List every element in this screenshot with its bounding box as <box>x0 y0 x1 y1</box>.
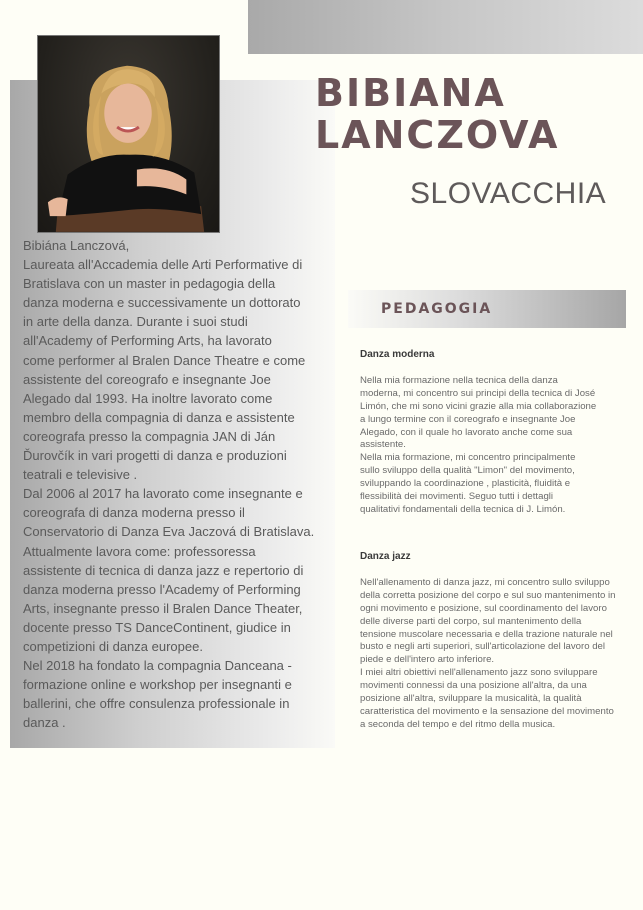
bio-line: Dal 2006 al 2017 ha lavorato come insegnante e <box>23 486 303 502</box>
name-line-first: BIBIANA <box>315 71 506 115</box>
bio-line: Alegado dal 1993. Ha inoltre lavorato come <box>23 390 273 406</box>
bio-line: Attualmente lavora come: professoressa <box>23 543 256 559</box>
text-line: delle diverse parti del corpo, sul mantenimento della <box>360 615 582 627</box>
person-name <box>315 72 559 156</box>
text-line: a seconda del tempo e del ritmo della musica. <box>360 718 556 730</box>
bio-line: assistente del coreografo e insegnante Joe <box>23 371 271 387</box>
text-line: movimenti connessi da una posizione all'altra, da una <box>360 680 587 692</box>
bio-text <box>23 236 333 732</box>
bio-line: coreografa di danza moderna presso il <box>23 505 245 521</box>
bio-line: in arte della danza. Durante i suoi studi <box>23 314 248 330</box>
text-line: busto e negli arti superiori, sull'articolazione del lavoro del <box>360 641 606 653</box>
text-line: Nella mia formazione nella tecnica della danza <box>360 375 558 386</box>
bio-line: coreografa presso la compagnia JAN di Ján <box>23 428 276 444</box>
country-label: SLOVACCHIA <box>410 177 607 210</box>
bio-line: Ďurovčík in vari progetti di danza e produzioni <box>23 448 287 464</box>
bio-line: membro della compagnia di danza e assistente <box>23 409 295 425</box>
text-line: moderna, mi concentro sui principi della tecnica di José <box>360 387 596 399</box>
subsection-heading-jazz: Danza jazz <box>360 551 411 562</box>
text-line: ogni movimento e posizione, sul coordinamento del lavoro <box>360 602 607 614</box>
bio-line: Bibiána Lanczová, <box>23 238 130 253</box>
text-line: I miei altri obiettivi nell'allenamento jazz sono sviluppare <box>360 667 598 679</box>
bio-line: all'Academy of Performing Arts, ha lavorato <box>23 333 272 349</box>
portrait-photo <box>37 35 220 233</box>
text-line: Limón, che mi sono vicini grazie alla mia collaborazione <box>360 400 597 412</box>
subsection-text-modern <box>360 375 640 517</box>
bio-line: come performer al Bralen Dance Theatre e come <box>23 352 306 368</box>
pedagogy-section-header <box>348 290 626 328</box>
text-line: qualitativi fondamentali della tecnica di J. Limón. <box>360 503 566 515</box>
name-line-last: LANCZOVA <box>315 113 560 157</box>
text-line: flessibilità dei movimenti. Seguo tutti i dettagli <box>360 491 554 503</box>
bio-line: ballerini, che offre consulenza professionale in <box>23 696 290 712</box>
bio-line: Laureata all'Accademia delle Arti Performative di <box>23 257 303 273</box>
top-decorative-bar <box>248 0 643 54</box>
text-line: sviluppando la coordinazione , plasticità, fluidità e <box>360 478 571 490</box>
text-line: assistente. <box>360 439 406 451</box>
bio-line: Nel 2018 ha fondato la compagnia Danceana - <box>23 658 292 674</box>
text-line: Nella mia formazione, mi concentro principalmente <box>360 452 576 464</box>
bio-line: assistente di tecnica di danza jazz e repertorio di <box>23 562 304 578</box>
text-line: tensione muscolare necessaria e della trazione naturale nel <box>360 628 613 640</box>
bio-line: Arts, insegnante presso il Bralen Dance Theater, <box>23 600 303 616</box>
text-line: caratteristica del movimento e la sensazione del movimento <box>360 705 614 717</box>
text-line: posizione all'altra, sviluppare la musicalità, la qualità <box>360 693 582 705</box>
text-line: sullo sviluppo della qualità "Limon" del movimento, <box>360 465 575 477</box>
bio-line: danza moderna presso l'Academy of Performing <box>23 581 301 597</box>
bio-line: formazione online e workshop per insegnanti e <box>23 677 292 693</box>
text-line: Nell'allenamento di danza jazz, mi concentro sullo sviluppo <box>360 577 610 588</box>
text-line: della corretta posizione del corpo e sul suo mantenimento in <box>360 589 616 601</box>
pedagogy-title: PEDAGOGIA <box>381 301 493 317</box>
bio-line: Conservatorio di Danza Eva Jaczová di Bratislava. <box>23 524 315 540</box>
bio-line: Bratislava con un master in pedagogia della <box>23 276 276 292</box>
bio-line: teatrali e televisive . <box>23 467 138 483</box>
subsection-heading-modern: Danza moderna <box>360 349 435 360</box>
bio-line: competizioni di danza europee. <box>23 638 203 654</box>
text-line: piede e dell'intero arto inferiore. <box>360 654 495 666</box>
portrait-photo-icon <box>38 36 219 232</box>
text-line: a lungo termine con il coreografo e insegnante Joe <box>360 413 576 425</box>
bio-line: danza . <box>23 715 66 731</box>
bio-line: docente presso TS DanceContinent, giudice in <box>23 619 291 635</box>
text-line: Alegado, con il quale ho lavorato anche come sua <box>360 426 573 438</box>
subsection-text-jazz <box>360 577 640 732</box>
bio-line: danza moderna e successivamente un dottorato <box>23 295 301 311</box>
